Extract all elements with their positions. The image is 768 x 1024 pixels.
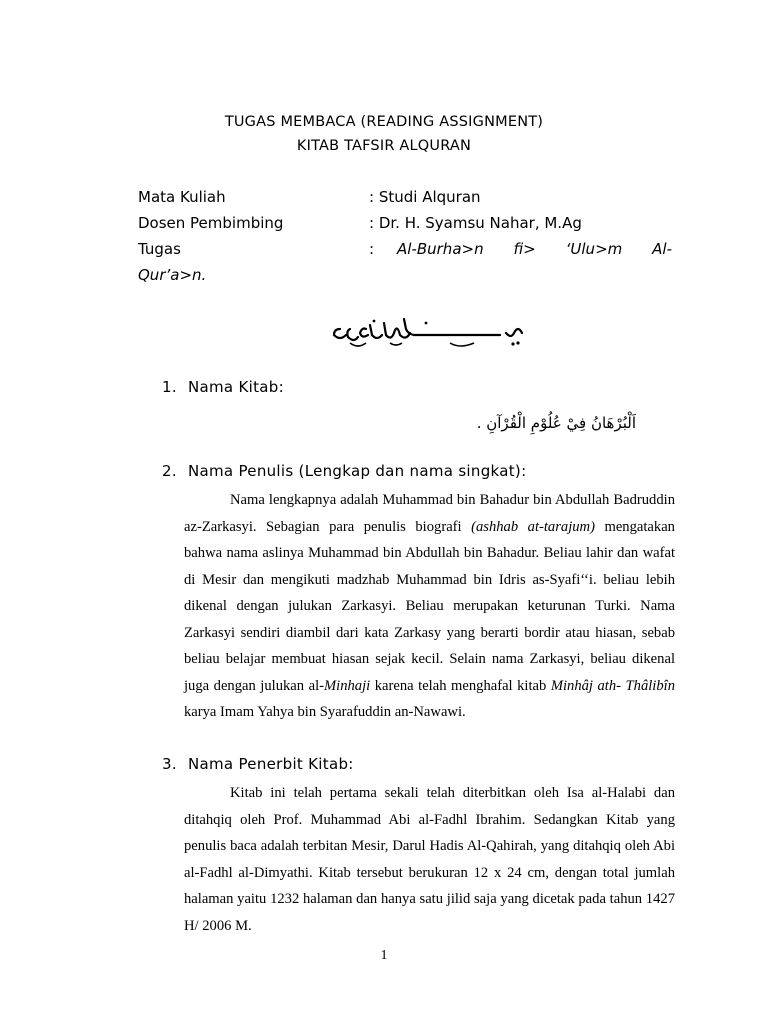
publisher-paragraph (184, 780, 675, 939)
paragraph-text: Nama lengkapnya adalah Muhammad bin Bahadur bin Abdullah Badruddin az-Zarkasyi. Sebagian para penulis biografi (184, 492, 675, 535)
paragraph-text: karena telah menghafal kitab (370, 677, 551, 694)
author-paragraph (184, 487, 675, 726)
paragraph-italic: Minhaji (324, 677, 371, 694)
info-label: Dosen Pembimbing (138, 214, 284, 232)
section-number: 1. (162, 378, 177, 396)
paragraph-italic: (ashhab at-tarajum) (471, 518, 595, 535)
info-value-italic: Al-Burha>n fi> ‘Ulu>m Al- (397, 240, 672, 258)
section-number: 3. (162, 755, 177, 773)
page-number: 1 (380, 948, 388, 963)
info-row-assignment-cont: Qur’a>n. (138, 266, 207, 284)
paragraph-text: karya Imam Yahya bin Syarafuddin an-Nawawi. (184, 704, 466, 720)
info-value-colon: : (369, 240, 375, 258)
basmala-calligraphy (330, 313, 526, 353)
section-heading-author (162, 462, 526, 480)
section-number: 2. (162, 462, 177, 480)
section-title: Nama Kitab: (188, 378, 284, 396)
section-title: Nama Penulis (Lengkap dan nama singkat): (188, 462, 527, 480)
section-heading-book-name (162, 378, 284, 396)
info-label: Tugas (138, 240, 181, 258)
section-heading-publisher (162, 755, 354, 773)
paragraph-text: Kitab ini telah pertama sekali telah diterbitkan oleh Isa al-Halabi dan ditahqiq oleh Prof. Muhammad Abi al-Fadhl Ibrahim. Sedangkan Kitab yang penulis baca adalah terbitan Mesir, Darul Hadis Al-Qahirah, yang ditahqiq oleh Abi al-Fadhl al-Dimyathi. Kitab tersebut berukuran 12 x 24 cm, dengan total jumlah halaman yaitu 1232 halaman dan hanya satu jilid saja yang dicetak pada tahun 1427 H/ 2006 M. (184, 785, 675, 934)
paragraph-italic: Minhâj ath- Thâlibîn (550, 677, 675, 694)
info-value: : Studi Alquran (369, 188, 481, 206)
document-title-line2: KITAB TAFSIR ALQURAN (296, 138, 472, 154)
info-label: Mata Kuliah (138, 188, 226, 206)
document-title-line1: TUGAS MEMBACA (READING ASSIGNMENT) (224, 114, 544, 130)
info-value: : Dr. H. Syamsu Nahar, M.Ag (369, 214, 582, 232)
book-title-arabic: اَلْبُرْهَانُ فِيْ عُلُوْمِ الْقُرْآنِ . (476, 414, 636, 432)
paragraph-text: mengatakan bahwa nama aslinya Muhammad bin Abdullah bin Bahadur. Beliau lahir dan wafat di Mesir dan mengikuti madzhab Muhammad bin Idris as-Syafi‘‘i. beliau lebih dikenal dengan julukan Zarkasyi. Beliau merupakan keturunan Turki. Nama Zarkasyi sendiri diambil dari kata Zarkasy yang berarti bordir atau hiasan, sebab beliau belajar membuat hiasan sejak kecil. Selain nama Zarkasyi, beliau dikenal juga dengan julukan al- (184, 518, 675, 694)
section-title: Nama Penerbit Kitab: (188, 755, 354, 773)
